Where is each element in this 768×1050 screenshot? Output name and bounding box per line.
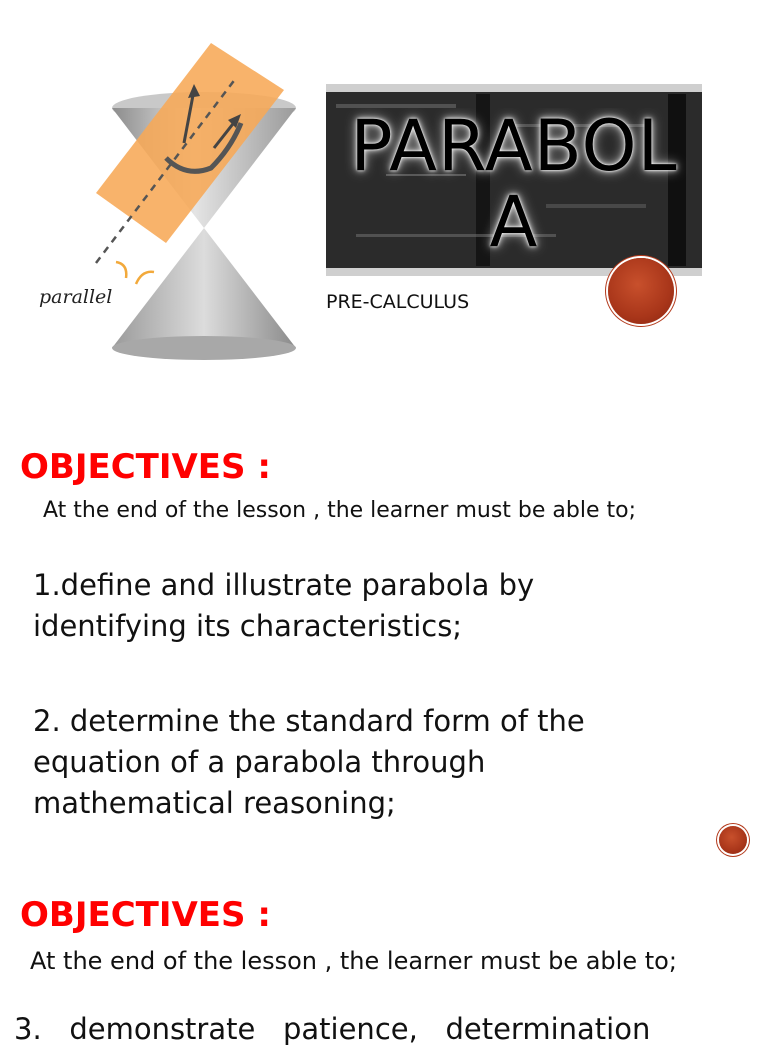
slide-subtitle: PRE-CALCULUS [326,291,470,313]
circle-badge-icon [608,258,674,324]
objective-item-3: 3. demonstrate patience, determination [14,1012,651,1046]
objectives-intro: At the end of the lesson , the learner must be able to; [30,947,677,975]
objectives-slide [0,395,768,875]
figure-label: parallel [39,286,113,308]
conic-section-illustration [36,38,316,360]
objective-item-1: 1.define and illustrate parabola by identifying its characteristics; [33,568,535,643]
objectives-slide-2 [0,875,768,1046]
objective-item-2: 2. determine the standard form of the equation of a parabola through mathematical reasoning; [33,704,585,820]
circle-badge-icon [719,826,747,854]
objectives-heading: OBJECTIVES : [20,895,271,935]
title-slide [0,0,768,395]
objectives-heading: OBJECTIVES : [20,447,271,487]
slide-title: PARABOL A [350,108,678,260]
objectives-intro: At the end of the lesson , the learner must be able to; [43,498,637,523]
